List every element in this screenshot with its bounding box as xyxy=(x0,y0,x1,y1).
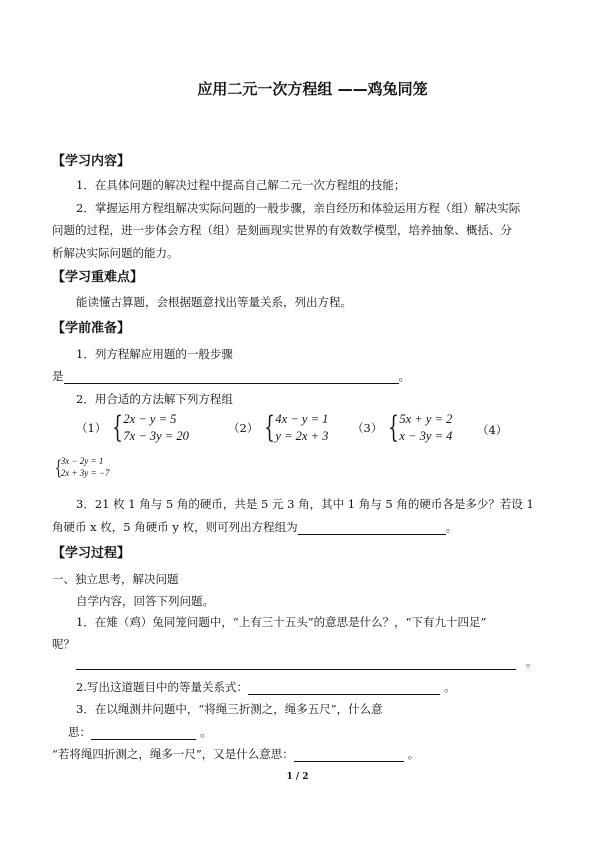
eq-2-1: 4x − y = 1 xyxy=(275,412,329,426)
system-label-4: （4） xyxy=(477,423,508,437)
system-label-2: （2） xyxy=(228,421,259,435)
equation-system-4 xyxy=(52,455,109,479)
question-1-answer-line xyxy=(76,654,538,670)
brace-icon: { xyxy=(112,410,124,445)
prep-item-3-line-1: 3．21 枚 1 角与 5 角的硬币，共是 5 元 3 角，其中 1 角与 5 角的硬币各是多少？若设 1 xyxy=(76,497,534,511)
eq-4-2: 2x + 3y = −7 xyxy=(60,468,110,478)
section-heading-preparation: 【学前准备】 xyxy=(52,321,131,336)
eq-3-2: x − 3y = 4 xyxy=(399,429,453,443)
prep-item-3-text: 角硬币 x 枚，5 角硬币 y 枚，则可列出方程组为 xyxy=(52,520,298,534)
section-heading-key-points: 【学习重难点】 xyxy=(52,270,144,285)
equation-system-1 xyxy=(76,411,189,445)
key-points-text: 能读懂古算题，会根据题意找出等量关系，列出方程。 xyxy=(76,295,352,309)
prep-item-1-period: 。 xyxy=(398,369,410,383)
prep-item-1: 1．列方程解应用题的一般步骤 xyxy=(76,347,233,361)
question-3-period-1: 。 xyxy=(200,725,212,739)
prep-item-1-answer-line xyxy=(52,368,410,384)
eq-2-2: y = 2x + 3 xyxy=(275,429,329,443)
question-3-prefix: 思： xyxy=(68,725,91,739)
question-1-period: 。 xyxy=(526,655,538,669)
question-2 xyxy=(76,679,455,695)
question-3-line-1: 3．在以绳测井问题中，“将绳三折测之，绳多五尺”，什么意 xyxy=(76,702,383,716)
section-heading-content: 【学习内容】 xyxy=(52,154,131,169)
question-3-line-2 xyxy=(68,724,212,740)
system-label-3: （3） xyxy=(352,421,383,435)
prep-item-3-line-2 xyxy=(52,519,457,535)
answer-blank-steps[interactable] xyxy=(64,370,399,384)
process-part-1: 一、独立思考，解决问题 xyxy=(52,572,179,586)
question-3-second-text: “若将绳四折测之，绳多一尺”，又是什么意思： xyxy=(52,747,294,761)
answer-blank-q3b[interactable] xyxy=(294,748,404,762)
equation-system-3 xyxy=(352,411,452,445)
eq-1-2: 7x − 3y = 20 xyxy=(123,429,189,443)
content-item-2-line-1: 2．掌握运用方程组解决实际问题的一般步骤，亲自经历和体验运用方程（组）解决实际 xyxy=(76,201,521,215)
brace-icon: { xyxy=(54,455,62,479)
brace-icon: { xyxy=(388,410,400,445)
system-label-1: （1） xyxy=(76,421,107,435)
eq-4-1: 3x − 2y = 1 xyxy=(60,456,104,466)
prep-item-1-prefix: 是 xyxy=(52,369,64,383)
process-part-1-instruction: 自学内容，回答下列问题。 xyxy=(76,594,214,608)
question-2-period: 。 xyxy=(443,680,456,694)
prep-item-2: 2．用合适的方法解下列方程组 xyxy=(76,392,233,406)
brace-icon: { xyxy=(264,410,276,445)
question-1-line-2: 呢？ xyxy=(52,637,75,651)
section-heading-process: 【学习过程】 xyxy=(52,546,131,561)
prep-item-3-period: 。 xyxy=(445,520,458,534)
content-item-2-line-3: 析解决实际问题的能力。 xyxy=(52,246,179,260)
eq-1-1: 2x − y = 5 xyxy=(123,412,177,426)
eq-3-1: 5x + y = 2 xyxy=(399,412,453,426)
answer-blank-equations[interactable] xyxy=(298,521,446,535)
answer-blank-q3a[interactable] xyxy=(91,726,196,740)
answer-blank-q2[interactable] xyxy=(248,681,440,695)
question-2-text: 2.写出这道题目中的等量关系式： xyxy=(76,680,248,694)
question-3-line-3 xyxy=(52,746,419,762)
page-title: 应用二元一次方程组 ——鸡兔同笼 xyxy=(197,80,428,98)
question-3-period-2: 。 xyxy=(407,747,420,761)
content-item-2-line-2: 问题的过程，进一步体会方程（组）是刻画现实世界的有效数学模型，培养抽象、概括、分 xyxy=(52,223,512,237)
page-number: 1 / 2 xyxy=(286,772,309,782)
answer-blank-q1[interactable] xyxy=(76,656,516,670)
equation-system-2 xyxy=(228,411,328,445)
question-1-line-1: 1．在雉（鸡）兔同笼问题中，“上有三十五头”的意思是什么？，“下有九十四足” xyxy=(76,615,487,629)
content-item-1: 1．在具体问题的解决过程中提高自己解二元一次方程组的技能； xyxy=(76,178,406,192)
